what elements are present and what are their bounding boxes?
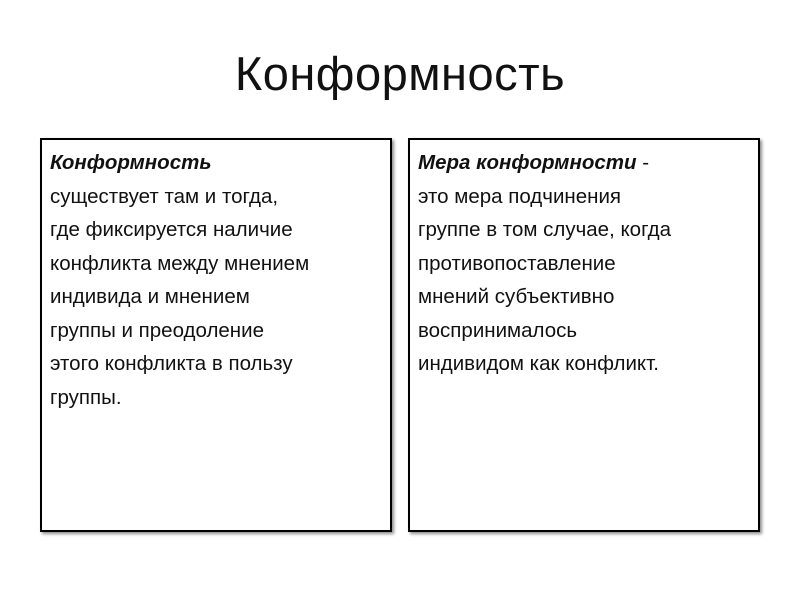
definition-term: Конформность (50, 151, 212, 174)
definition-text-line: группы и преодоление (50, 318, 264, 342)
definition-text-line: это мера подчинения (418, 184, 621, 208)
definition-term-line (50, 146, 382, 180)
definition-text-line: существует там и тогда, (50, 184, 279, 208)
definition-text-line: группе в том случае, когда (418, 218, 671, 241)
definition-text-line: воспринималось (418, 318, 578, 342)
definition-text-line: этого конфликта в пользу (50, 352, 293, 375)
definition-term-dash: - (636, 151, 650, 174)
definition-term: Мера конформности (418, 151, 637, 174)
slide-title: Конформность (234, 47, 566, 100)
definition-text-line: группы. (50, 385, 122, 409)
definition-box-conformity (40, 138, 392, 532)
definition-box-conformity-measure (408, 138, 760, 532)
definition-text-line: мнений субъективно (418, 285, 615, 308)
definition-text-line: где фиксируется наличие (50, 218, 293, 241)
definition-text-line: конфликта между мнением (50, 251, 310, 275)
definition-text-line: индивида и мнением (50, 285, 250, 308)
definition-text-line: индивидом как конфликт. (418, 352, 659, 375)
definition-term-line (418, 146, 750, 180)
definition-text-line: противопоставление (418, 251, 616, 275)
